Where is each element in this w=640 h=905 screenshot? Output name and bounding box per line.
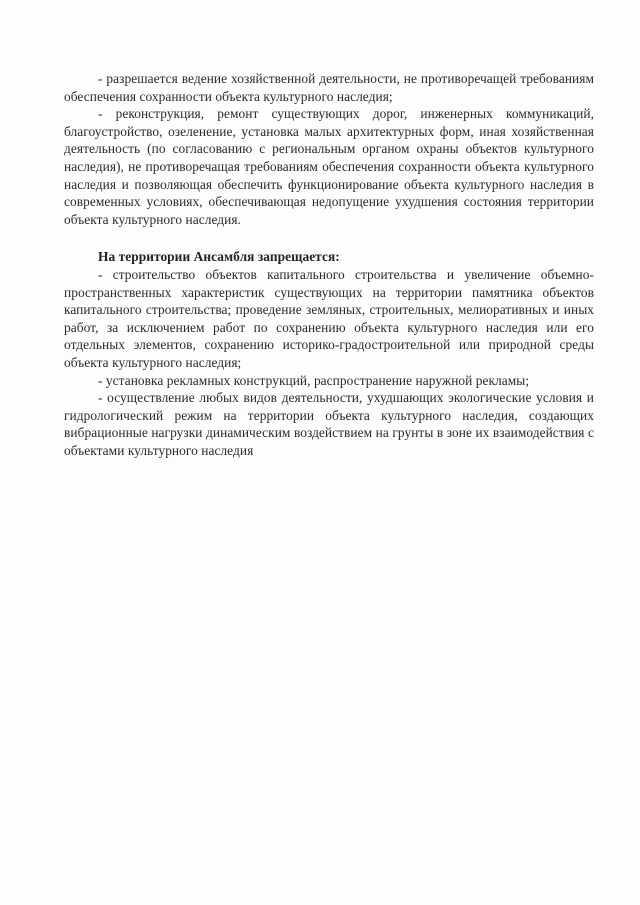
paragraph-prohibited-advertising: - установка рекламных конструкций, распространение наружной рекламы; (98, 372, 530, 388)
paragraph-permitted-reconstruction: - реконструкция, ремонт существующих дорог, инженерных коммуникаций, благоустройство, озеленение, установка малых архитектурных форм, иная хозяйственная деятельность (по согласованию с региональным органом охраны объектов культурного наследия), не противоречащая требованиям обеспечения сохранности объекта культурного наследия и позволяющая обеспечить функционирование объекта культурного наследия в современных условиях, обеспечивающая недопущение ухудшения состояния территории объекта культурного наследия. (64, 106, 594, 227)
paragraph-gap (64, 228, 594, 248)
paragraph-permitted-activity: - разрешается ведение хозяйственной деятельности, не противоречащей требованиям обеспечения сохранности объекта культурного наследия; (64, 71, 594, 104)
document-body (64, 70, 594, 459)
paragraph-prohibited-construction: - строительство объектов капитального строительства и увеличение объемно-пространственных характеристик существующих на территории памятника объектов капитального строительства; проведение земляных, строительных, мелиоративных и иных работ, за исключением работ по сохранению объекта культурного наследия или его отдельных элементов, сохранению историко-градостроительной или природной среды объекта культурного наследия; (64, 266, 594, 370)
paragraph-prohibited-activities: - осуществление любых видов деятельности, ухудшающих экологические условия и гидрологический режим на территории объекта культурного наследия, создающих вибрационные нагрузки динамическим воздействием на грунты в зоне их взаимодействия с объектами культурного наследия (64, 390, 594, 458)
section-heading-prohibited: На территории Ансамбля запрещается: (98, 249, 340, 265)
